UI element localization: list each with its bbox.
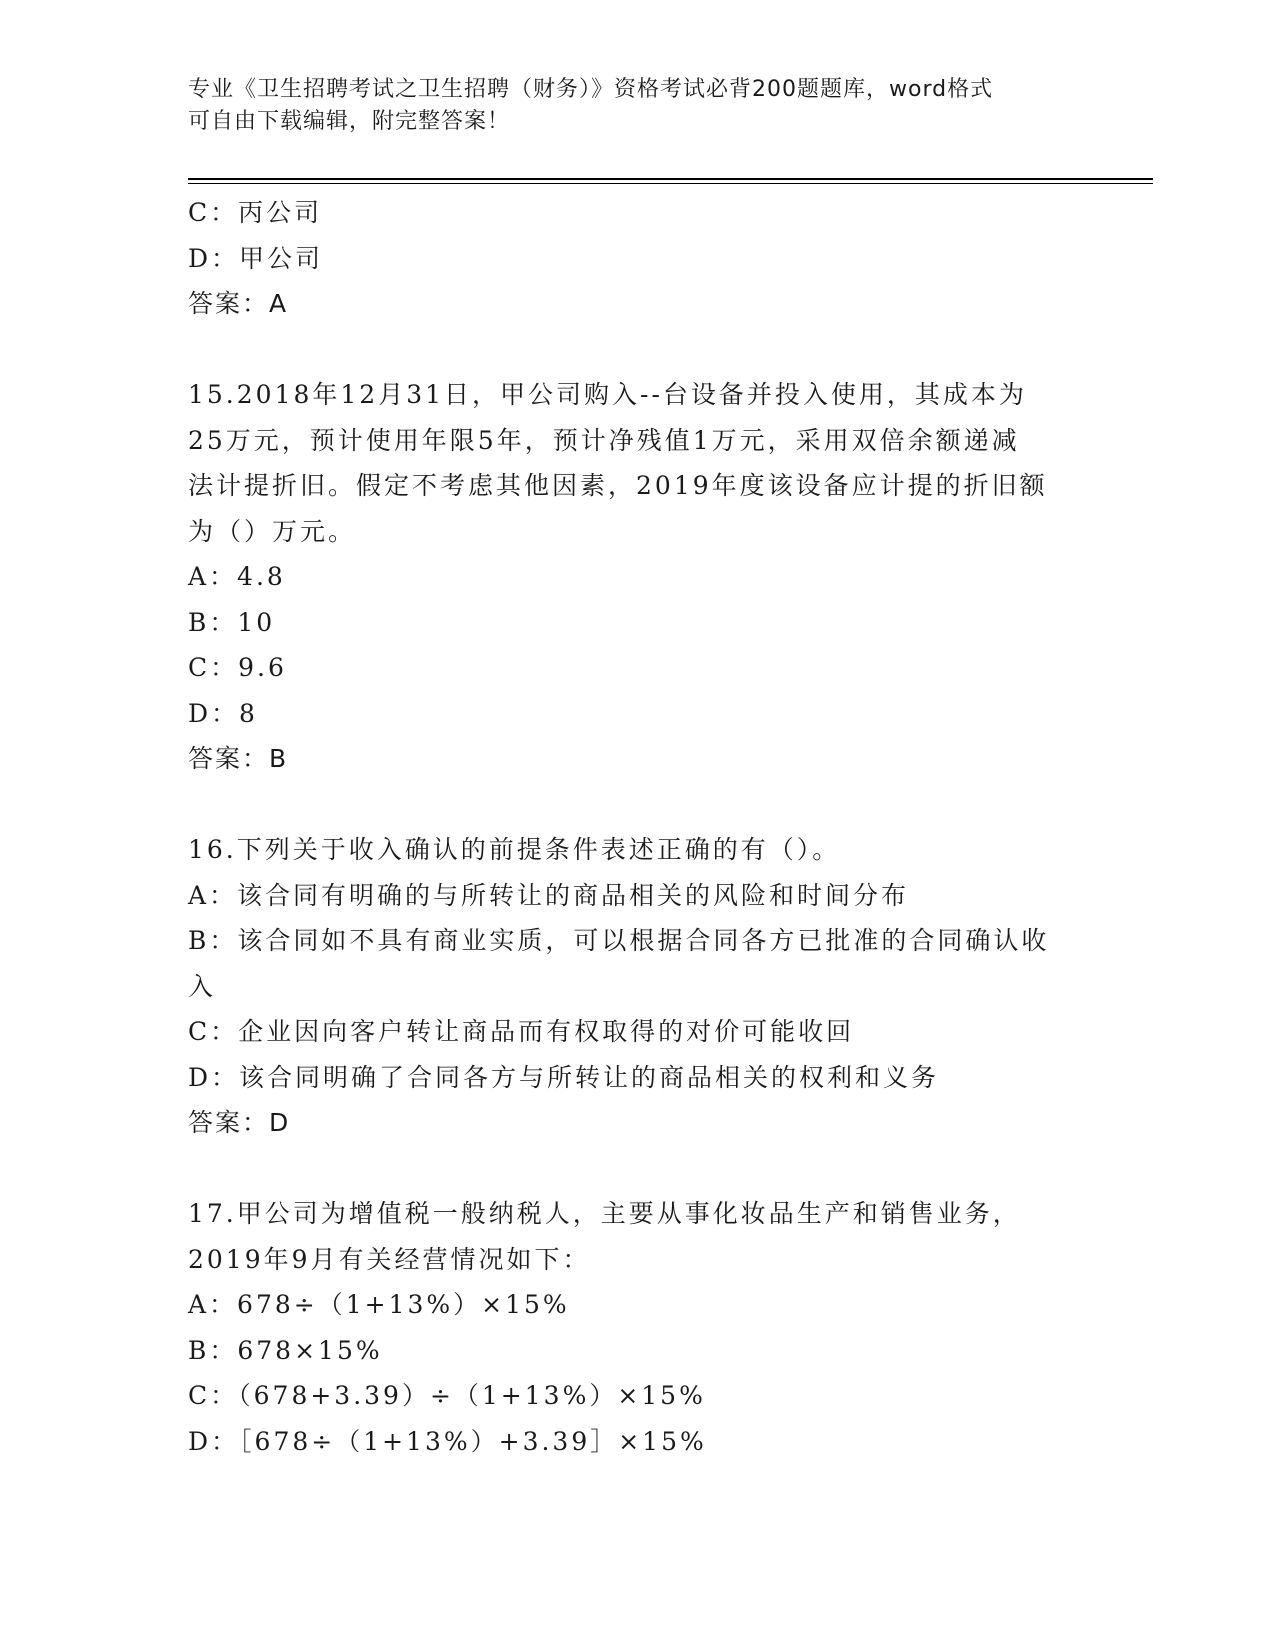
question-stem-line: 25万元，预计使用年限5年，预计净残值1万元，采用双倍余额递减: [188, 425, 1020, 455]
option-d: D：甲公司: [188, 243, 324, 273]
option-d: D：8: [188, 698, 258, 728]
spacer: [188, 1146, 1088, 1192]
option-a: A：678÷（1+13%）×15%: [188, 1290, 570, 1319]
option-c: C：丙公司: [188, 198, 323, 227]
question-stem-line: 16.下列关于收入确认的前提条件表述正确的有（）。: [188, 835, 841, 864]
answer-line: 答案：D: [188, 1108, 291, 1137]
question-stem-line: 为（）万元。: [188, 516, 357, 546]
header-rule-thick: [188, 178, 1153, 180]
question-content: [188, 190, 1088, 1464]
question-stem-line: 2019年9月有关经营情况如下：: [188, 1244, 591, 1274]
header-rule-thin: [188, 183, 1153, 184]
option-b: B：10: [188, 607, 276, 637]
spacer: [188, 327, 1088, 373]
answer-line: 答案：A: [188, 289, 289, 318]
option-b-continued: 入: [188, 971, 217, 1001]
option-d: D：该合同明确了合同各方与所转让的商品相关的权利和义务: [188, 1062, 940, 1092]
option-b: B：678×15%: [188, 1335, 383, 1365]
header-line-2: 可自由下载编辑，附完整答案！: [188, 109, 511, 134]
option-c: C：企业因向客户转让商品而有权取得的对价可能收回: [188, 1017, 855, 1046]
question-16: [188, 827, 1088, 1146]
option-b: B：该合同如不具有商业实质，可以根据合同各方已批准的合同确认收: [188, 926, 1050, 955]
question-15: [188, 372, 1088, 782]
option-c: C：（678+3.39）÷（1+13%）×15%: [188, 1381, 706, 1410]
option-a: A：4.8: [188, 562, 286, 591]
answer-line: 答案：B: [188, 744, 289, 773]
option-d: D：［678÷（1+13%）+3.39］×15%: [188, 1426, 707, 1456]
document-header: [188, 74, 1068, 138]
option-a: A：该合同有明确的与所转让的商品相关的风险和时间分布: [188, 880, 910, 910]
question-stem-line: 法计提折旧。假定不考虑其他因素，2019年度该设备应计提的折旧额: [188, 471, 1048, 500]
spacer: [188, 782, 1088, 828]
prev-question: [188, 190, 1088, 327]
option-c: C：9.6: [188, 653, 287, 682]
question-stem-line: 15.2018年12月31日，甲公司购入--台设备并投入使用，其成本为: [188, 380, 1027, 409]
question-17: [188, 1191, 1088, 1464]
question-stem-line: 17.甲公司为增值税一般纳税人，主要从事化妆品生产和销售业务，: [188, 1199, 1021, 1228]
header-line-1: 专业《卫生招聘考试之卫生招聘（财务）》资格考试必背200题题库，word格式: [188, 77, 994, 102]
